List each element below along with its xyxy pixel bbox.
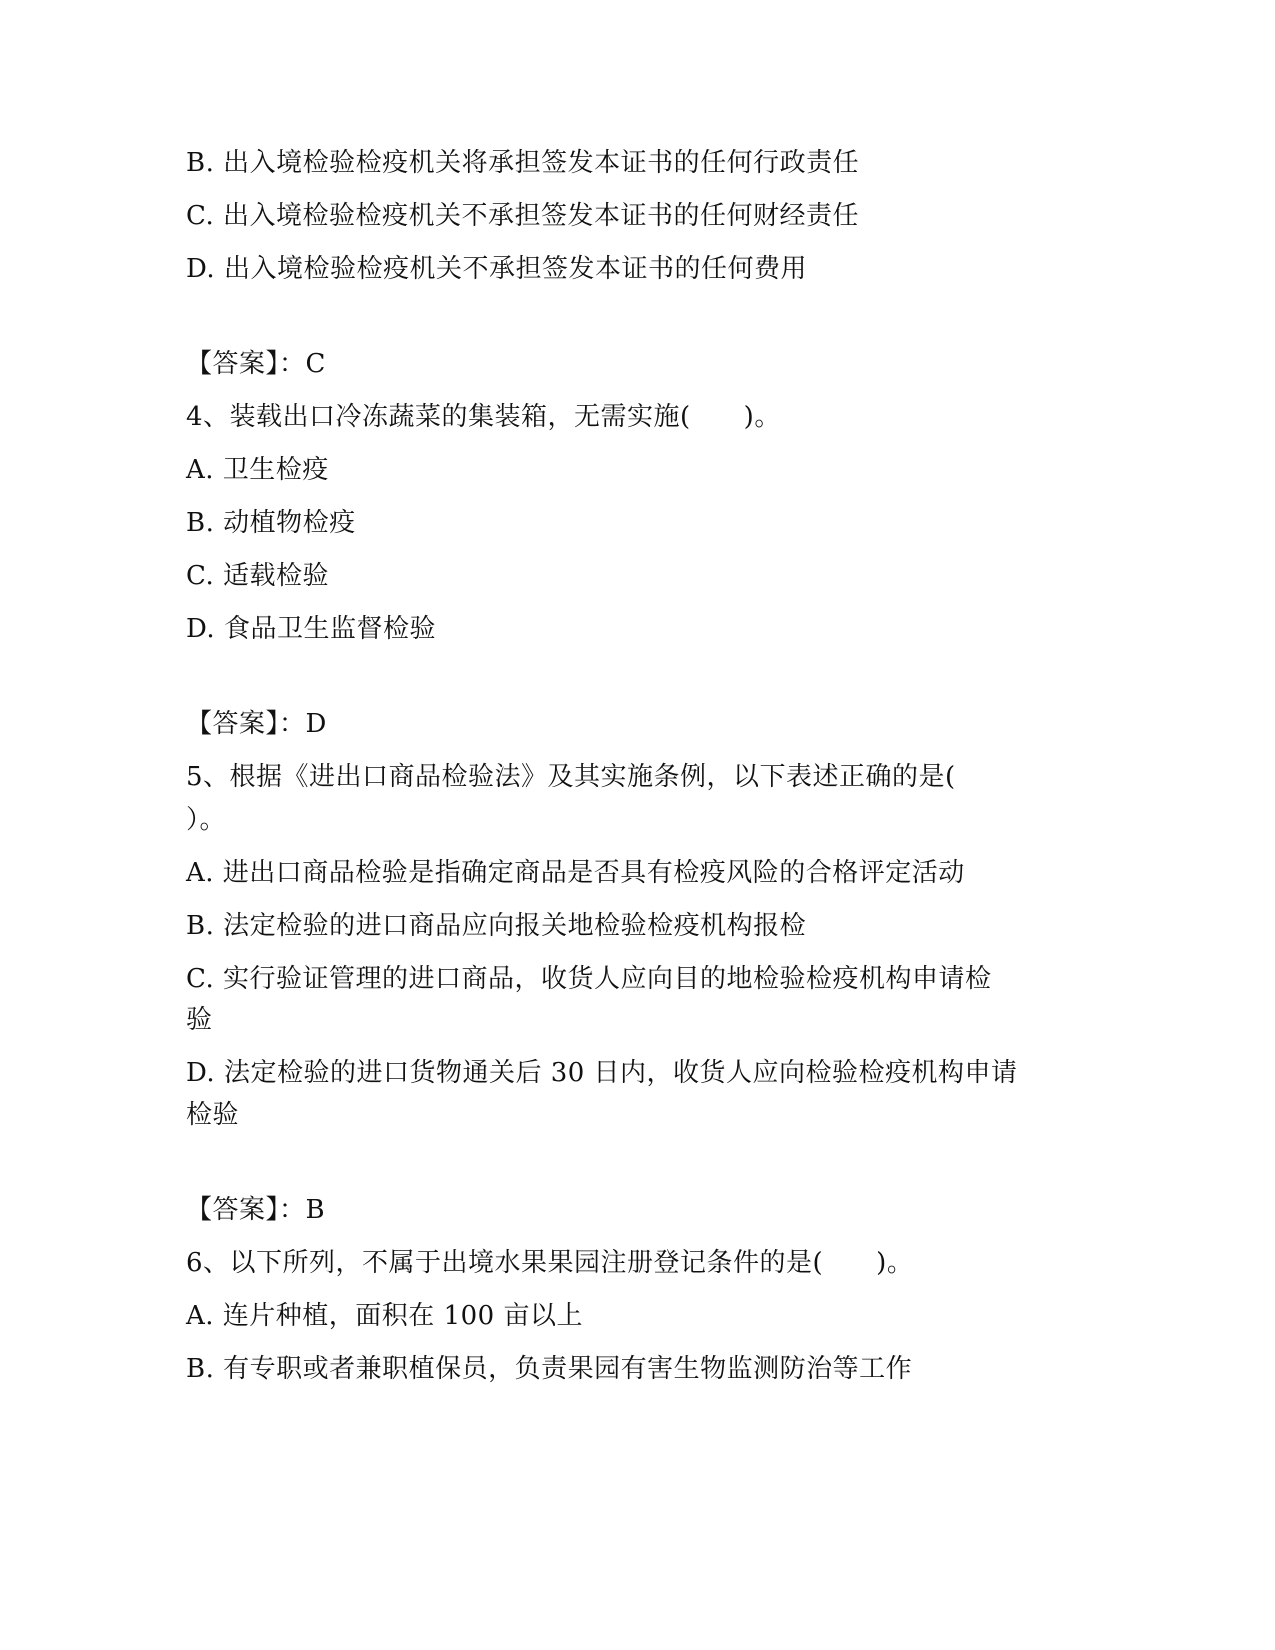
q4-option-a: A. 卫生检疫 (186, 455, 329, 485)
q3-option-d: D. 出入境检验检疫机关不承担签发本证书的任何费用 (186, 254, 807, 284)
q3-option-b: B. 出入境检验检疫机关将承担签发本证书的任何行政责任 (186, 148, 860, 178)
q4-option-b: B. 动植物检疫 (186, 508, 356, 538)
q5-answer: 【答案】：B (186, 1195, 326, 1225)
q4-option-d: D. 食品卫生监督检验 (186, 614, 436, 644)
q5-stem-line1: 5、根据《进出口商品检验法》及其实施条例，以下表述正确的是( (186, 762, 956, 792)
q6-option-a: A. 连片种植，面积在 100 亩以上 (186, 1301, 583, 1331)
q5-option-c-line1: C. 实行验证管理的进口商品，收货人应向目的地检验检疫机构申请检 (186, 964, 992, 994)
q4-answer: 【答案】：D (186, 709, 327, 739)
q5-option-d-line2: 检验 (186, 1100, 240, 1130)
q4-option-c: C. 适载检验 (186, 561, 329, 591)
q4-stem: 4、装载出口冷冻蔬菜的集装箱，无需实施( )。 (186, 402, 781, 432)
q5-stem-line2: ）。 (186, 805, 227, 835)
q5-option-b: B. 法定检验的进口商品应向报关地检验检疫机构报检 (186, 911, 807, 941)
q5-option-d-line1: D. 法定检验的进口货物通关后 30 日内，收货人应向检验检疫机构申请 (186, 1058, 1018, 1088)
q6-option-b: B. 有专职或者兼职植保员，负责果园有害生物监测防治等工作 (186, 1354, 913, 1384)
q5-option-c-line2: 验 (186, 1005, 213, 1035)
q6-stem: 6、以下所列，不属于出境水果果园注册登记条件的是( )。 (186, 1248, 914, 1278)
q3-answer: 【答案】：C (186, 349, 326, 379)
q3-option-c: C. 出入境检验检疫机关不承担签发本证书的任何财经责任 (186, 201, 859, 231)
q5-option-a: A. 进出口商品检验是指确定商品是否具有检疫风险的合格评定活动 (186, 858, 965, 888)
